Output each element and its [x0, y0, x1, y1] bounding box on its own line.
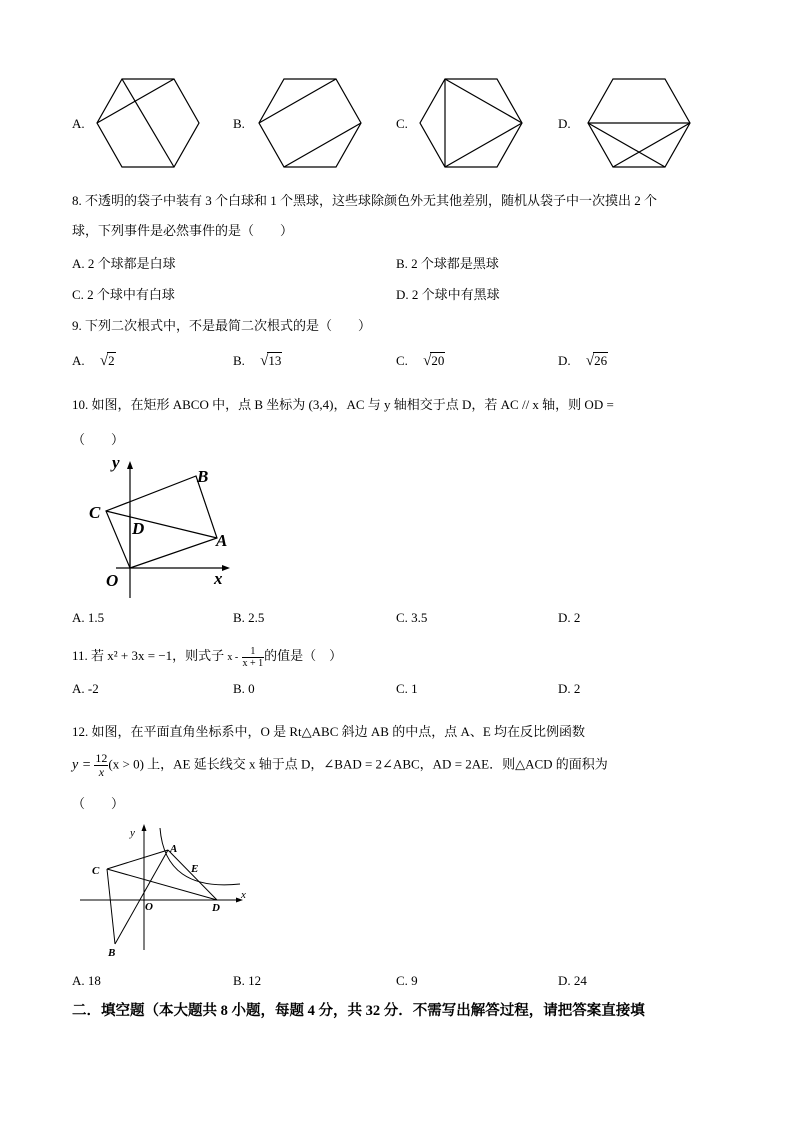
q9-option-c-radicand: 20 [431, 353, 445, 368]
q12-label-y: y [130, 827, 135, 839]
q8-option-a: A. 2 个球都是白球 [72, 256, 176, 271]
q12-func-fraction [94, 752, 108, 779]
q12-label-c: C [92, 865, 100, 877]
q9-option-b [233, 352, 282, 370]
q11-stem-prefix: 11. 若 x² + 3x = −1，则式子 [72, 648, 225, 663]
q10-label-x: x [214, 569, 223, 588]
q9-stem: 9. 下列二次根式中，不是最简二次根式的是（ ） [72, 318, 372, 333]
q9-option-a-label: A. [72, 353, 85, 368]
q11-stem [72, 645, 342, 669]
q10-option-b: B. 2.5 [233, 610, 265, 625]
q12-label-o: O [145, 901, 153, 913]
q11-option-d: D. 2 [558, 681, 581, 696]
q10-stem-line1: 10. 如图，在矩形 ABCO 中，点 B 坐标为 (3,4)，AC 与 y 轴相交于点 D，若 AC // x 轴，则 OD = [72, 397, 614, 412]
q7-option-c-label: C. [396, 116, 408, 131]
q12-stem-line3: （ ） [72, 796, 125, 811]
q8-stem-line2: 球，下列事件是必然事件的是（ ） [72, 223, 294, 238]
q9-option-d-label: D. [558, 353, 571, 368]
q12-option-d: D. 24 [558, 973, 587, 988]
q9-option-c [396, 352, 445, 370]
q12-label-x: x [241, 889, 246, 901]
q10-label-o: O [106, 571, 119, 590]
q12-stem-line2-wrap [72, 752, 608, 779]
q12-func-num: 12 [95, 751, 108, 765]
q8-option-d: D. 2 个球中有黑球 [396, 287, 500, 302]
q7-option-b-label: B. [233, 116, 245, 131]
q11-option-a: A. -2 [72, 681, 99, 696]
q8-option-b: B. 2 个球都是黑球 [396, 256, 499, 271]
q11-frac-num: 1 [242, 646, 265, 658]
sqrt-icon: √ [260, 353, 269, 369]
q9-option-c-label: C. [396, 353, 408, 368]
q11-option-b: B. 0 [233, 681, 255, 696]
q8-option-c: C. 2 个球中有白球 [72, 287, 175, 302]
q9-option-d-radicand: 26 [594, 353, 608, 368]
q7-figure-d [587, 78, 691, 168]
q11-expr-var: x - [227, 652, 239, 663]
q10-label-b: B [197, 467, 209, 486]
q12-stem-line1: 12. 如图，在平面直角坐标系中，O 是 Rt△ABC 斜边 AB 的中点，点 A、E 均在反比例函数 [72, 724, 586, 739]
q11-stem-suffix: 的值是（ ） [264, 648, 343, 663]
q7-figure-a [96, 78, 200, 168]
q12-option-c: C. 9 [396, 973, 418, 988]
q9-option-a [72, 352, 116, 370]
q9-option-b-radicand: 13 [268, 353, 282, 368]
q10-option-a: A. 1.5 [72, 610, 105, 625]
q10-option-c: C. 3.5 [396, 610, 428, 625]
q11-frac-den: x + 1 [242, 657, 264, 669]
q9-option-a-radicand: 2 [108, 353, 115, 368]
sqrt-icon: √ [423, 353, 432, 369]
q12-option-a: A. 18 [72, 973, 101, 988]
q12-func-lhs: y = [72, 757, 92, 773]
q10-label-a: A [216, 531, 228, 550]
q7-option-d-label: D. [558, 116, 571, 131]
q9-option-d [558, 352, 608, 370]
q12-label-e: E [191, 863, 199, 875]
q7-figure-b [258, 78, 362, 168]
q12-func-den: x [98, 765, 105, 779]
q8-stem-line1: 8. 不透明的袋子中装有 3 个白球和 1 个黑球，这些球除颜色外无其他差别，随机从袋子中一次摸出 2 个 [72, 193, 658, 208]
sqrt-icon: √ [99, 353, 109, 369]
q11-option-c: C. 1 [396, 681, 418, 696]
q12-stem-line2: (x > 0) 上，AE 延长线交 x 轴于点 D，∠BAD = 2∠ABC，AD = 2AE．则△ACD 的面积为 [108, 756, 608, 772]
q12-label-b: B [108, 947, 116, 959]
q7-figure-c [419, 78, 523, 168]
q10-label-d: D [132, 519, 145, 538]
q10-label-y: y [112, 453, 120, 472]
q12-figure [80, 822, 255, 962]
q9-option-b-label: B. [233, 353, 245, 368]
q10-label-c: C [89, 503, 101, 522]
section-2-heading: 二．填空题（本大题共 8 小题，每题 4 分，共 32 分．不需写出解答过程，请把答案直接填 [72, 1003, 645, 1019]
sqrt-icon: √ [585, 353, 595, 369]
q10-stem-line2: （ ） [72, 432, 125, 447]
q10-figure [86, 453, 246, 604]
q11-fraction [242, 646, 265, 669]
q7-option-a-label: A. [72, 116, 85, 131]
q12-label-d: D [212, 902, 220, 914]
q12-label-a: A [170, 843, 178, 855]
q10-option-d: D. 2 [558, 610, 581, 625]
q12-option-b: B. 12 [233, 973, 262, 988]
